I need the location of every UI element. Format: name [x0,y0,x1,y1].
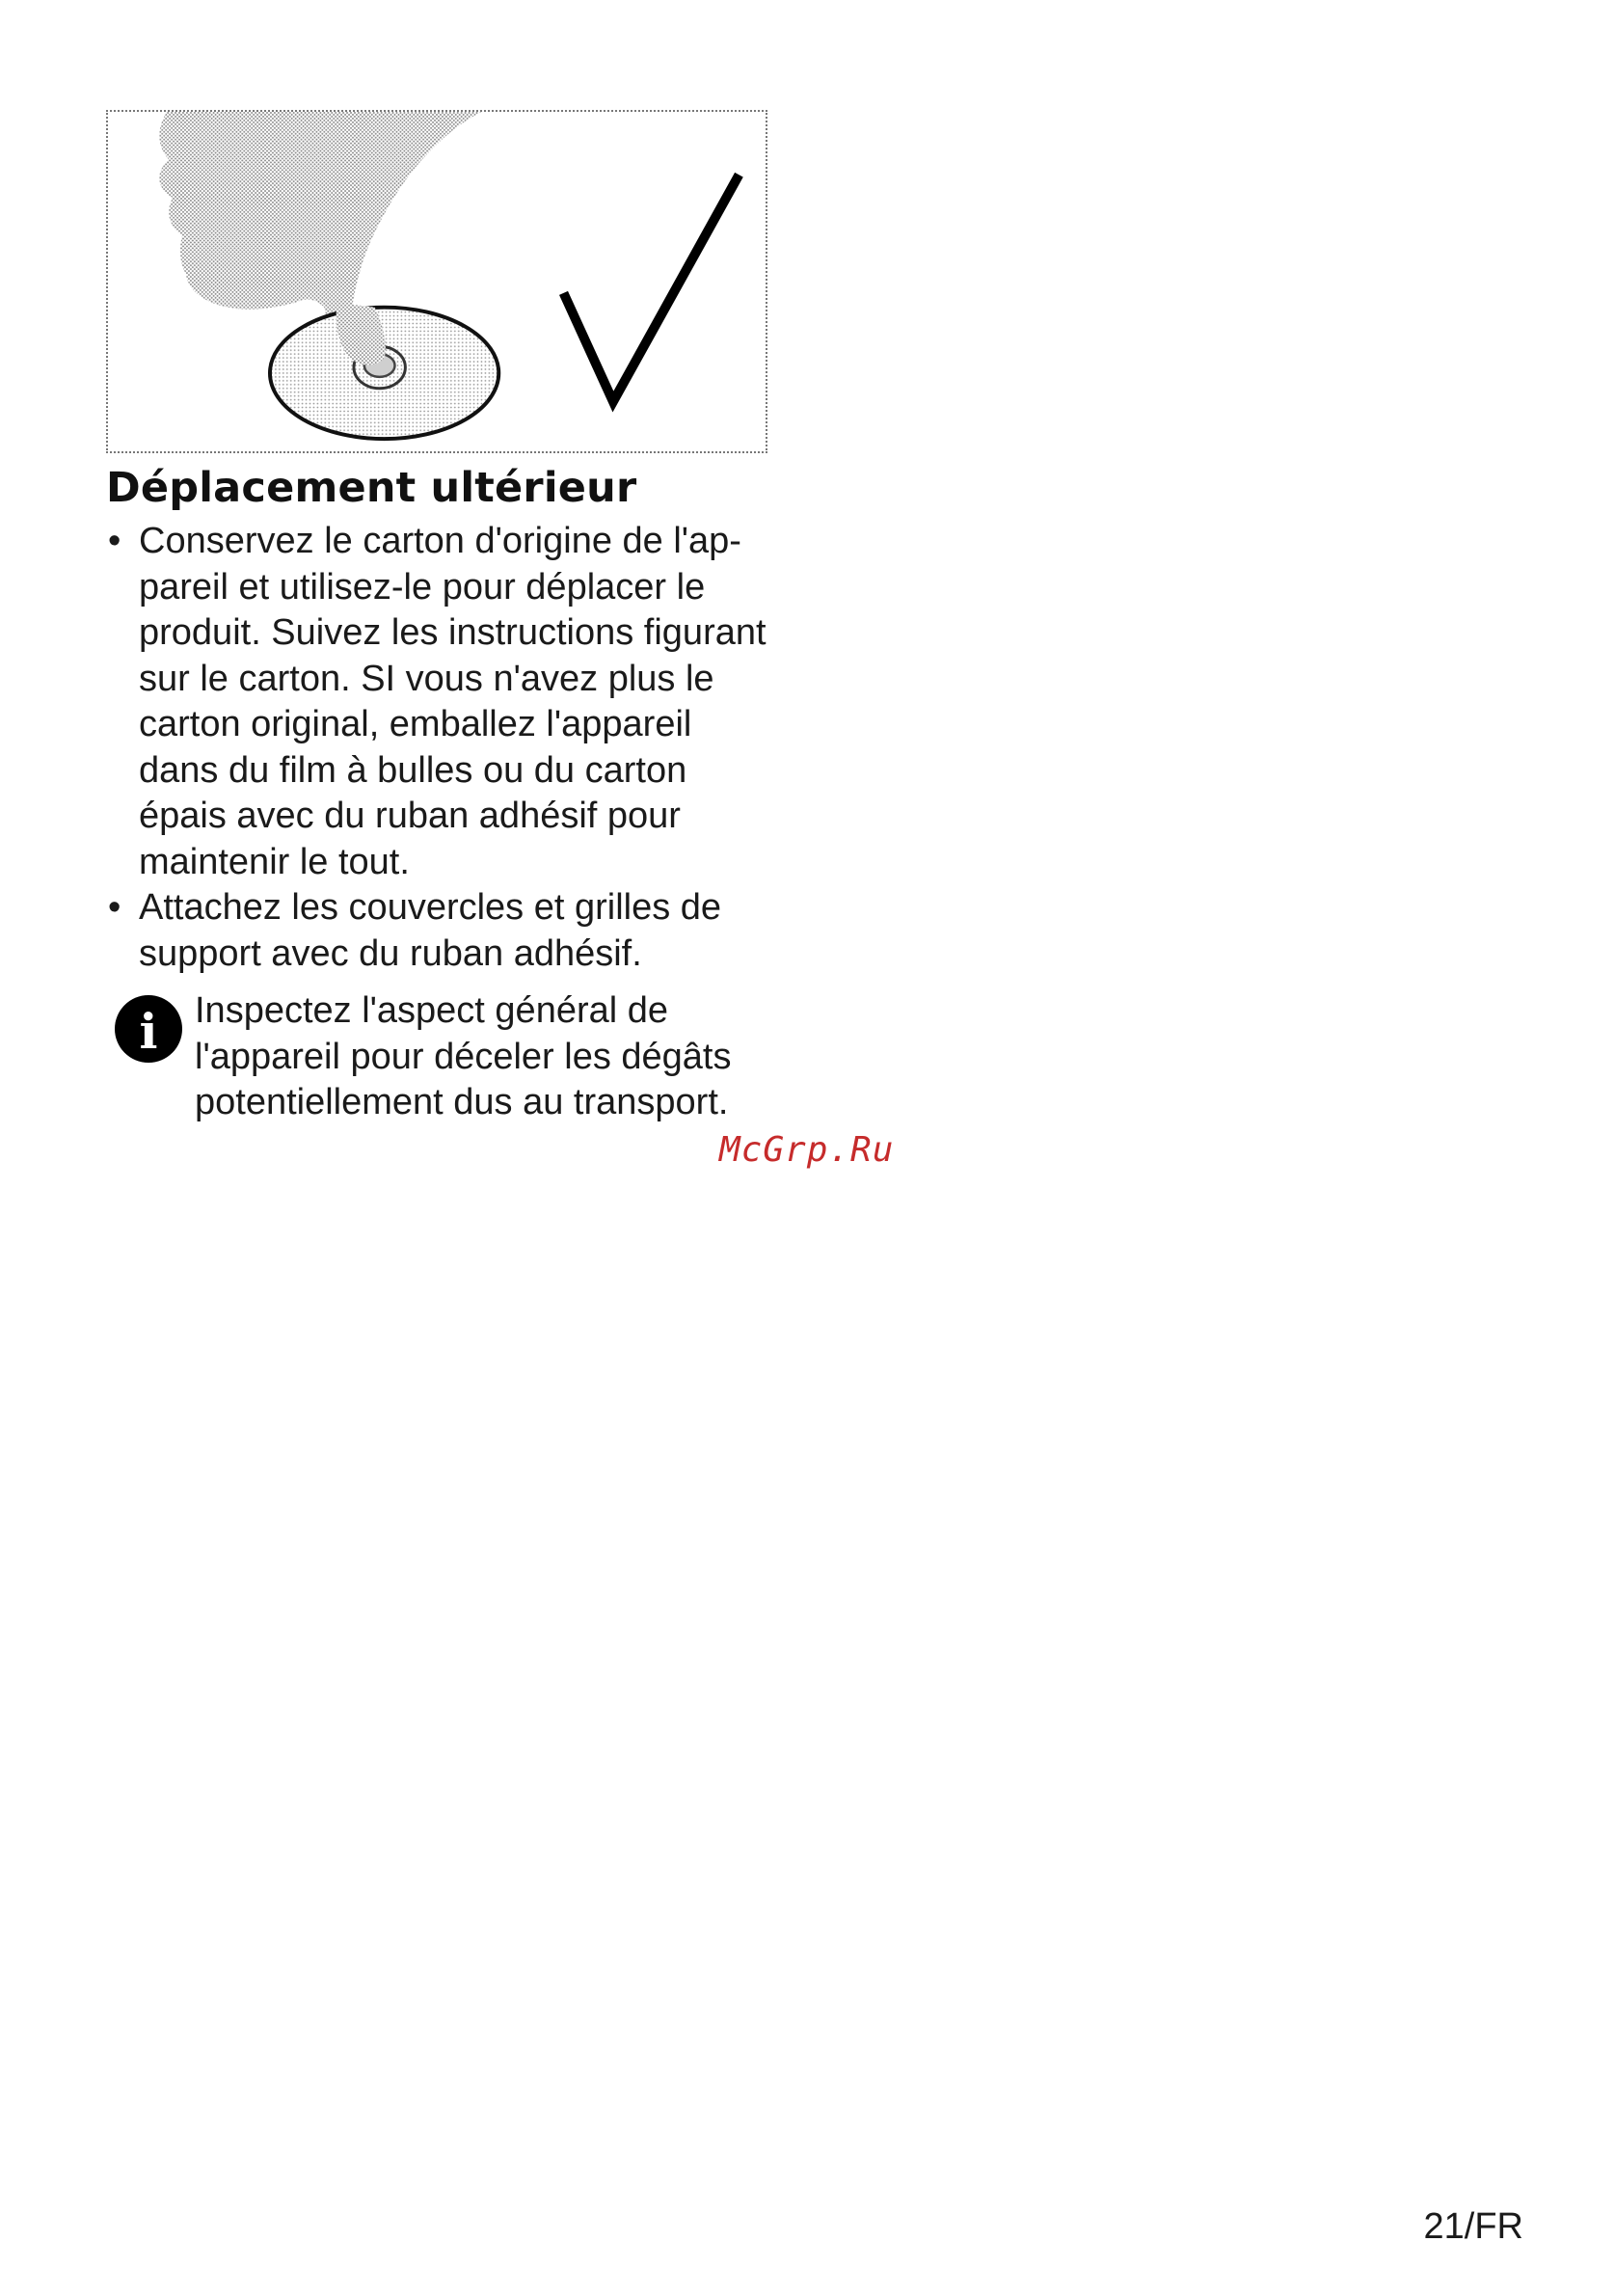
bullet-text-carton: Conservez le carton d'origine de l'ap- pareil et utilisez-le pour déplacer le produit. Suivez les instructions figurant sur le carton. SI vous n'avez plus le carton original, emballez l'appareil dans du film à bulles ou du carton épais avec du ruban adhésif pour maintenir le tout. [139,521,767,882]
info-icon [114,994,183,1064]
list-item [106,885,800,977]
list-item [106,519,800,885]
bullet-list [106,519,800,977]
page-number: 21/FR [1423,2206,1523,2247]
bullet-marker: • [108,521,121,561]
hand-pressing-filter-icon [108,112,766,451]
info-note-text: Inspectez l'aspect général de l'appareil pour déceler les dégâts potentiellement dus au transport. [195,990,732,1122]
info-note [106,988,800,1126]
main-content [106,461,800,1126]
section-title: Déplacement ultérieur [106,464,637,512]
bullet-text-tape: Attachez les couvercles et grilles de support avec du ruban adhésif. [139,887,722,974]
info-icon-letter: i [139,1003,158,1060]
illustration-frame [106,110,767,453]
watermark: McGrp.Ru [719,1130,895,1170]
bullet-marker: • [108,887,121,928]
